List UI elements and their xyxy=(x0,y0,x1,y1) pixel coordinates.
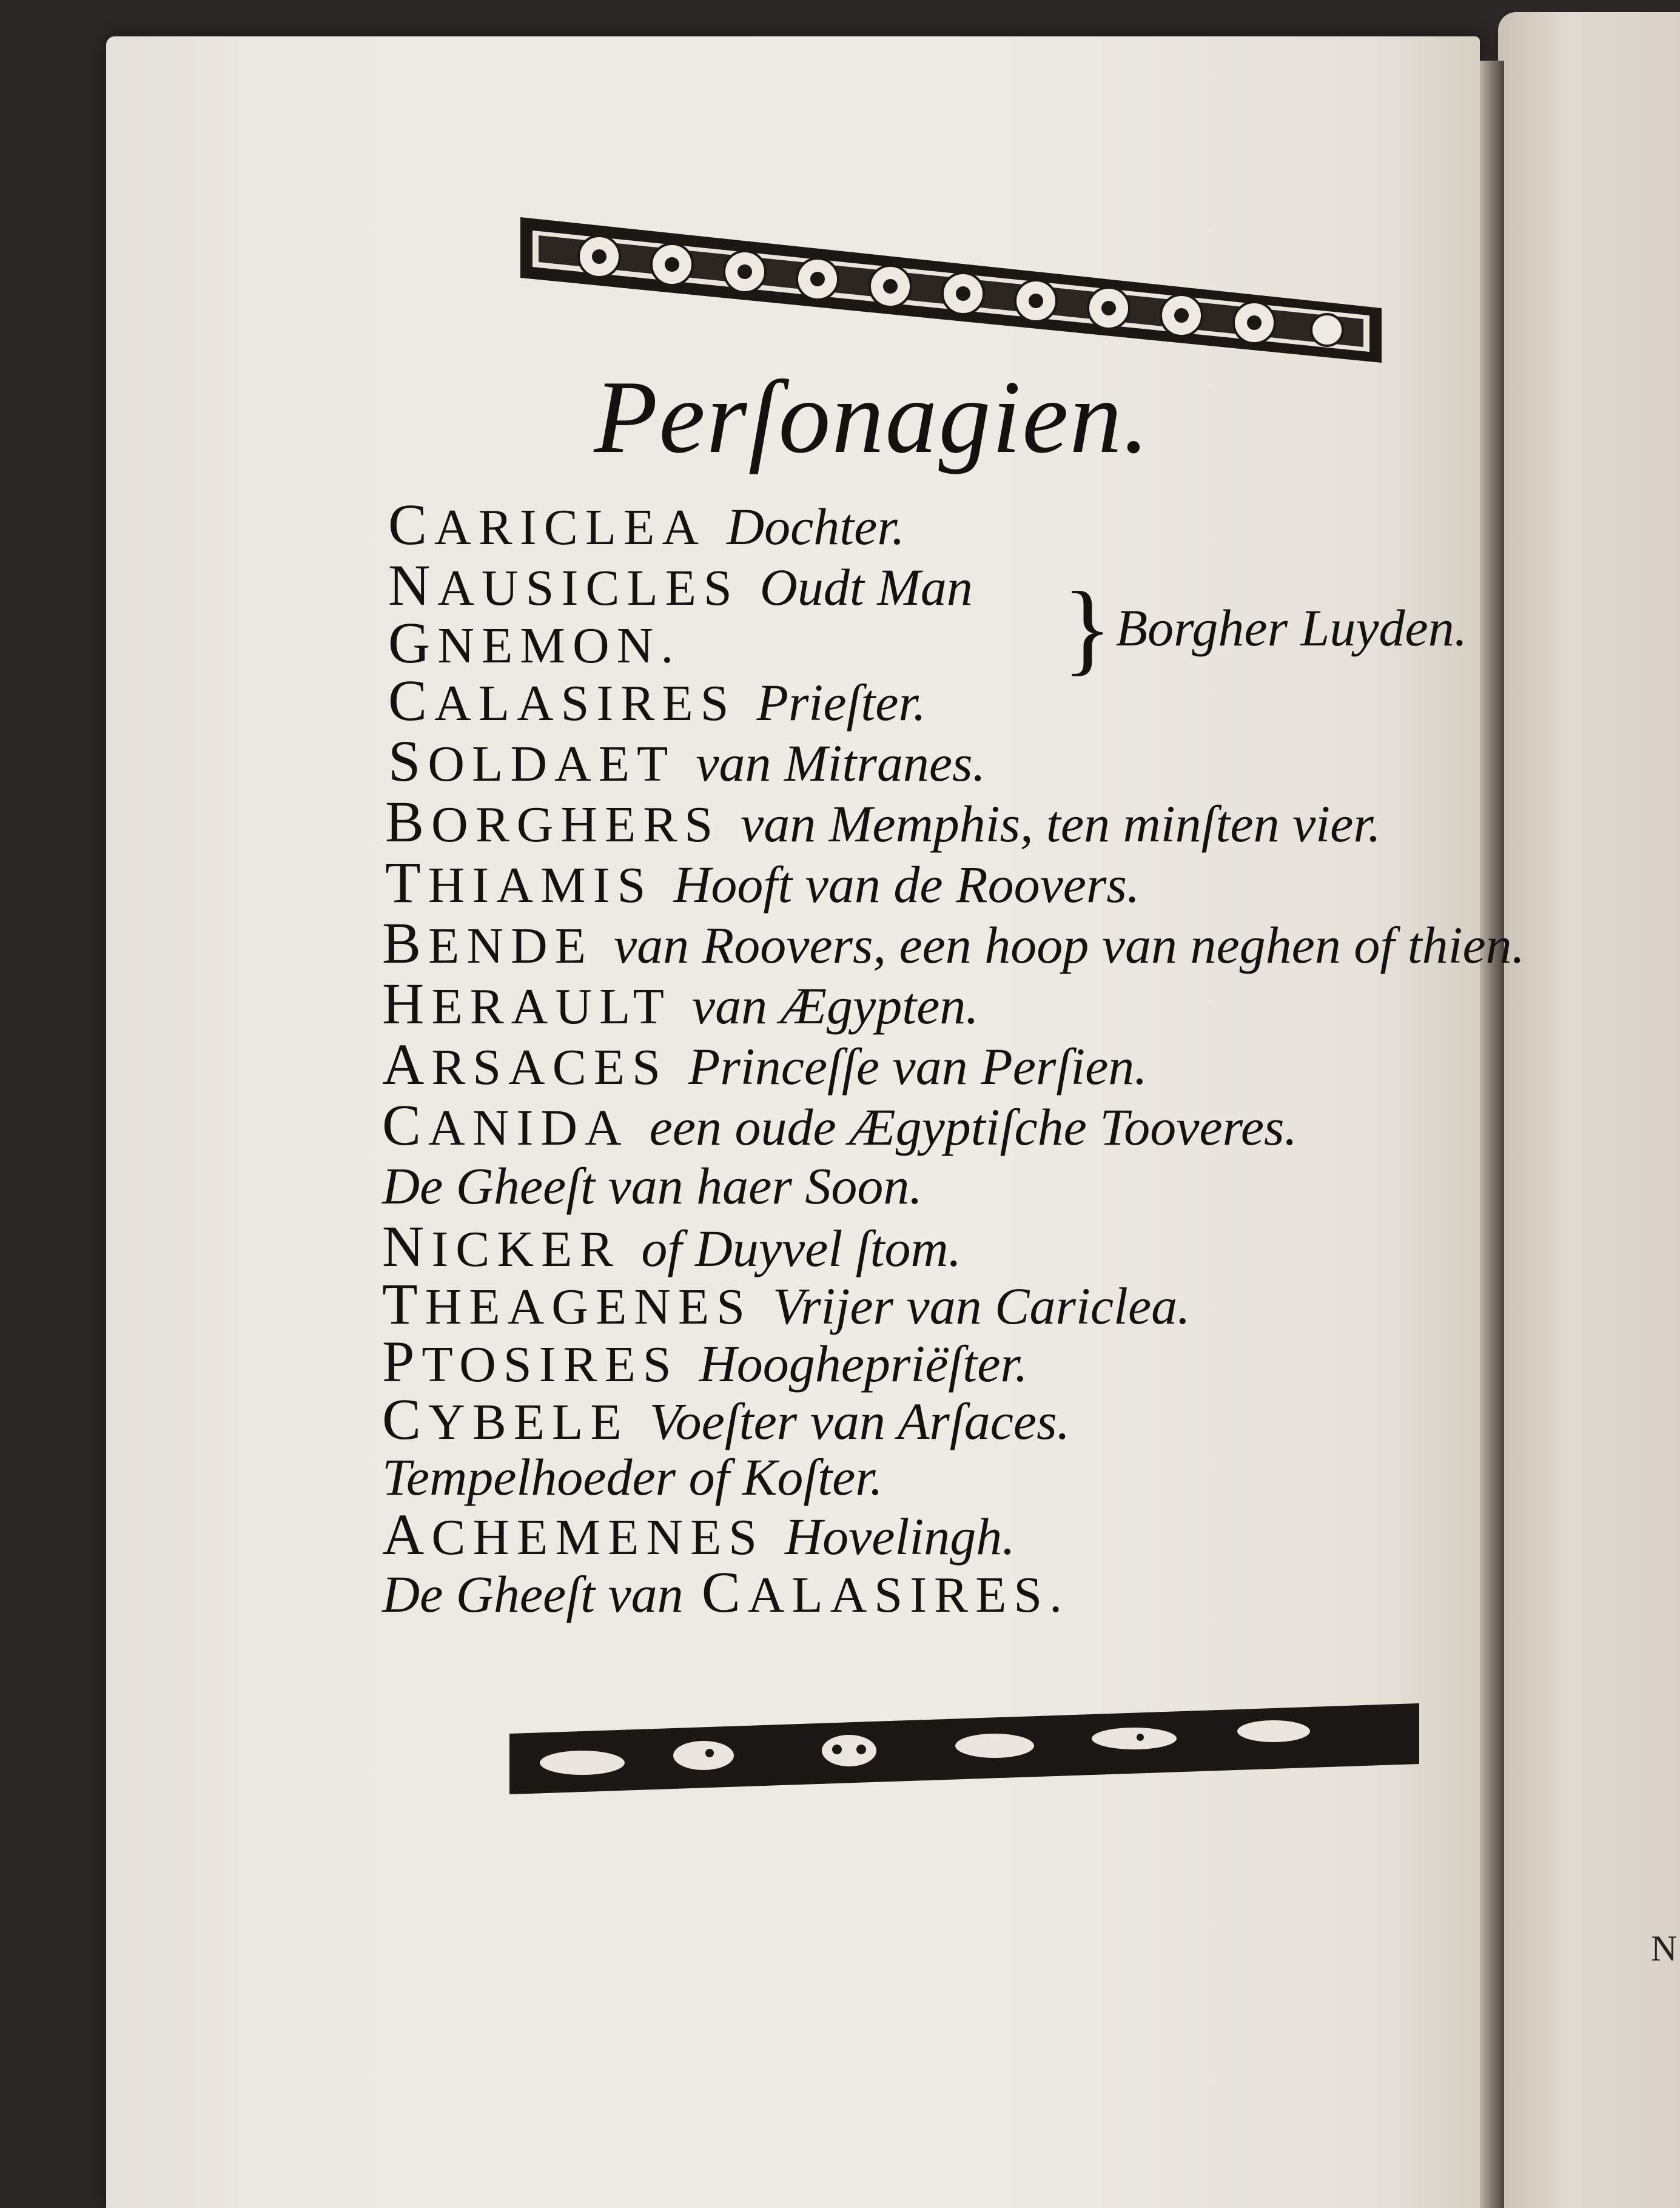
role-name: CALASIRES xyxy=(388,668,736,733)
role-description: Hovelingh. xyxy=(785,1507,1015,1566)
role-name: ARSACES xyxy=(382,1032,668,1097)
role-description: Dochter. xyxy=(727,497,905,556)
role-line xyxy=(388,494,905,558)
role-line xyxy=(382,1034,1147,1098)
page-title: Perſonagien. xyxy=(594,360,1151,475)
role-description: De Gheeſt van xyxy=(382,1565,684,1623)
role-line xyxy=(385,852,1140,916)
role-description: van Ægypten. xyxy=(691,977,979,1035)
role-line xyxy=(382,1331,1028,1395)
role-name: HERAULT xyxy=(382,971,671,1036)
role-name: THEAGENES xyxy=(382,1271,752,1336)
top-ornament-band xyxy=(520,217,1382,363)
role-line xyxy=(382,1447,883,1507)
role-line xyxy=(382,910,1525,977)
role-line xyxy=(382,1216,961,1280)
brace-label: Borgher Luyden. xyxy=(1115,599,1468,657)
role-line xyxy=(382,1092,1298,1159)
role-name: ACHEMENES xyxy=(382,1502,765,1567)
role-line xyxy=(385,789,1381,855)
role-name: GNEMON. xyxy=(388,610,681,675)
role-line xyxy=(382,1504,1015,1568)
role-line xyxy=(388,555,973,619)
role-line xyxy=(388,610,701,676)
role-description: van Memphis, ten minſten vier. xyxy=(741,795,1381,853)
role-name: NICKER xyxy=(382,1214,621,1279)
role-description: Hooft van de Roovers. xyxy=(673,855,1140,914)
role-name: PTOSIRES xyxy=(382,1329,679,1394)
role-description: Hooghepriëſter. xyxy=(699,1335,1028,1393)
role-description: Voeſter van Arſaces. xyxy=(649,1392,1070,1450)
role-description: Oudt Man xyxy=(759,558,973,616)
role-line xyxy=(388,670,926,734)
role-name: CARICLEA xyxy=(388,492,707,557)
brace-symbol: } xyxy=(1063,571,1112,685)
role-description: Princeſſe van Perſien. xyxy=(688,1037,1147,1096)
role-description: De Gheeſt van haer Soon. xyxy=(382,1157,922,1215)
role-name: THIAMIS xyxy=(385,850,653,915)
role-name: NAUSICLES xyxy=(388,553,739,618)
role-description: Vrijer van Cariclea. xyxy=(772,1277,1191,1335)
role-name: CANIDA xyxy=(382,1092,629,1157)
role-name: BENDE xyxy=(382,910,593,975)
bottom-ornament-band xyxy=(509,1703,1419,1794)
role-line xyxy=(382,971,979,1037)
role-description: Prieſter. xyxy=(756,673,926,732)
role-description: een oude Ægyptiſche Tooveres. xyxy=(649,1098,1298,1156)
role-line xyxy=(382,1271,1191,1338)
role-line xyxy=(382,1156,922,1216)
role-line xyxy=(382,1389,1070,1453)
role-name: SOLDAET xyxy=(388,729,676,793)
role-description: Tempelhoeder of Koſter. xyxy=(382,1448,883,1506)
brace-group xyxy=(1063,571,1468,685)
facing-page xyxy=(1498,12,1680,2208)
role-name: CALASIRES. xyxy=(701,1560,1070,1624)
role-line xyxy=(388,731,986,795)
role-description: van Mitranes. xyxy=(696,734,986,792)
facing-page-signature: N xyxy=(1651,1928,1678,1968)
role-name: CYBELE xyxy=(382,1387,629,1452)
role-description: van Roovers, een hoop van neghen of thien. xyxy=(613,916,1525,974)
role-name: BORGHERS xyxy=(385,789,721,854)
role-line xyxy=(382,1562,1069,1626)
role-description: of Duyvel ſtom. xyxy=(641,1219,962,1277)
